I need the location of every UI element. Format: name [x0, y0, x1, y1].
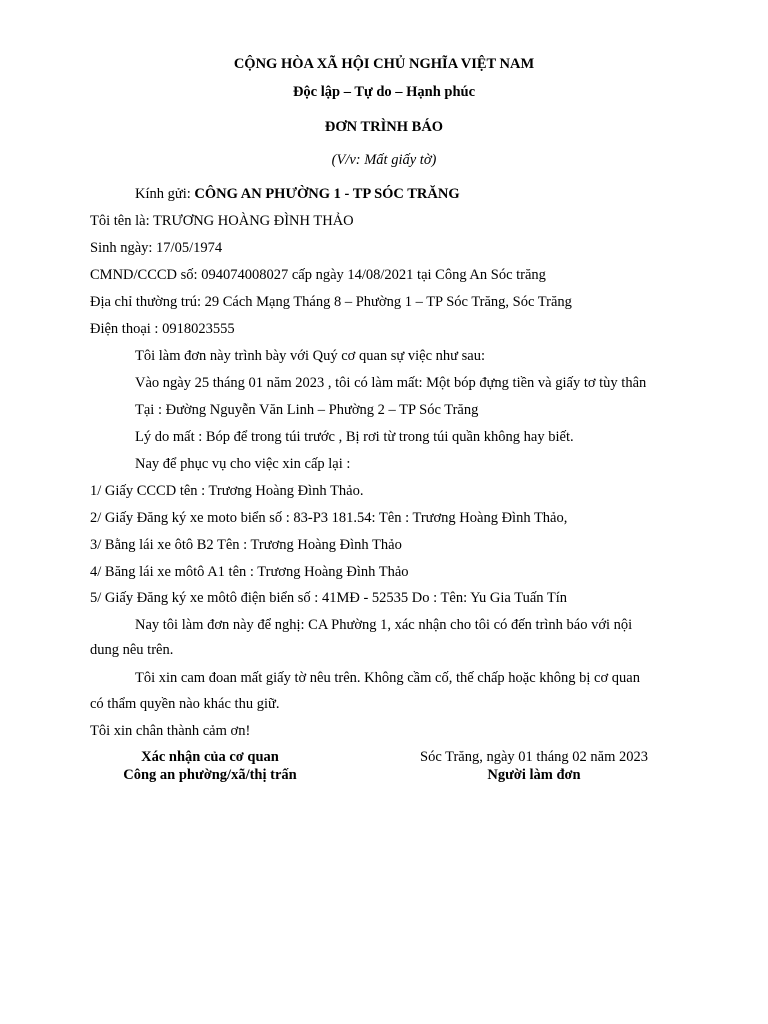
signature-right-title: Người làm đơn [487, 767, 581, 783]
list-item: 1/ Giấy CCCD tên : Trương Hoàng Đình Thảo. [90, 483, 364, 499]
request-line-2: dung nêu trên. [90, 642, 174, 658]
applicant-id: CMND/CCCD số: 094074008027 cấp ngày 14/08/2021 tại Công An Sóc trăng [90, 267, 546, 283]
applicant-dob: Sinh ngày: 17/05/1974 [90, 240, 223, 256]
statement-event: Vào ngày 25 tháng 01 năm 2023 , tôi có làm mất: Một bóp đựng tiền và giấy tơ tùy thân [135, 375, 647, 391]
pledge-line-1: Tôi xin cam đoan mất giấy tờ nêu trên. Không cầm cố, thế chấp hoặc không bị cơ quan [135, 670, 640, 686]
document-title: ĐƠN TRÌNH BÁO [324, 119, 444, 135]
recipient-line [135, 185, 460, 203]
motto: Độc lập – Tự do – Hạnh phúc [292, 84, 476, 100]
list-item: 4/ Băng lái xe môtô A1 tên : Trương Hoàng Đình Thảo [90, 564, 409, 580]
request-line-1: Nay tôi làm đơn này để nghị: CA Phường 1, xác nhận cho tôi có đến trình báo với nội [135, 617, 633, 633]
signature-left-title: Xác nhận của cơ quan [141, 749, 279, 765]
signature-date: Sóc Trăng, ngày 01 tháng 02 năm 2023 [420, 749, 648, 765]
statement-place: Tại : Đường Nguyễn Văn Linh – Phường 2 – TP Sóc Trăng [135, 402, 479, 418]
document-subject: (V/v: Mất giấy tờ) [331, 152, 437, 168]
recipient-name: CÔNG AN PHƯỜNG 1 - TP SÓC TRĂNG [194, 186, 460, 202]
statement-reissue: Nay để phục vụ cho việc xin cấp lại : [135, 456, 351, 472]
thanks-line: Tôi xin chân thành cảm ơn! [90, 723, 251, 739]
pledge-line-2: có thẩm quyền nào khác thu giữ. [90, 696, 280, 712]
country-heading: CỘNG HÒA XÃ HỘI CHỦ NGHĨA VIỆT NAM [233, 56, 535, 72]
signature-left-subtitle: Công an phường/xã/thị trấn [123, 767, 297, 783]
statement-intro: Tôi làm đơn này trình bày với Quý cơ quan sự việc như sau: [135, 348, 486, 364]
statement-reason: Lý do mất : Bóp để trong túi trước , Bị rơi từ trong túi quần không hay biết. [135, 429, 574, 445]
list-item: 5/ Giấy Đăng ký xe môtô điện biển số : 41MĐ - 52535 Do : Tên: Yu Gia Tuấn Tín [90, 590, 567, 606]
recipient-label: Kính gửi: [135, 186, 195, 202]
applicant-phone: Điện thoại : 0918023555 [90, 321, 235, 337]
applicant-address: Địa chỉ thường trú: 29 Cách Mạng Tháng 8 – Phường 1 – TP Sóc Trăng, Sóc Trăng [90, 294, 572, 310]
list-item: 3/ Bằng lái xe ôtô B2 Tên : Trương Hoàng Đình Thảo [90, 537, 402, 553]
applicant-name: Tôi tên là: TRƯƠNG HOÀNG ĐÌNH THẢO [90, 213, 354, 229]
list-item: 2/ Giấy Đăng ký xe moto biển số : 83-P3 181.54: Tên : Trương Hoàng Đình Thảo, [90, 510, 568, 526]
